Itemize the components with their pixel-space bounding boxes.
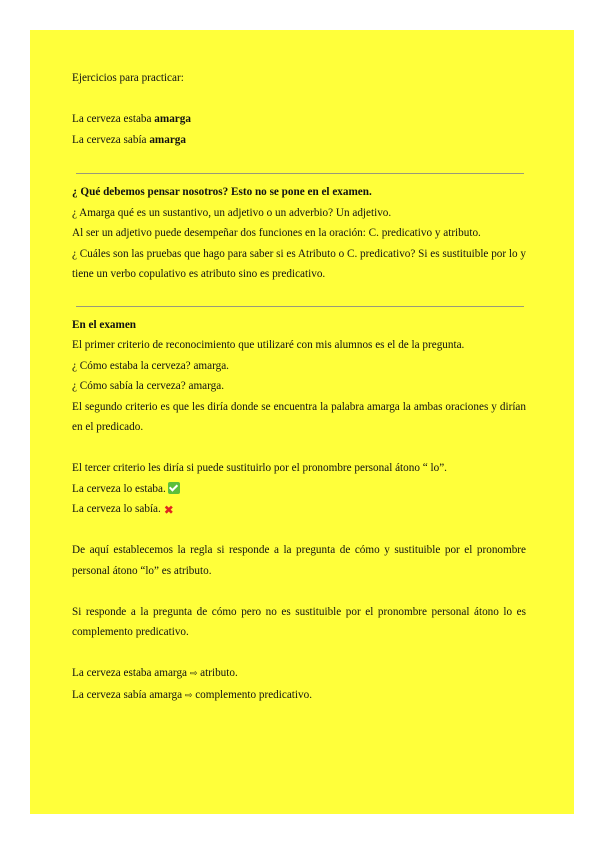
conclusion-line-1: La cerveza estaba amarga ⇨ atributo. [72,667,238,679]
section-heading-exam: En el examen [72,318,137,331]
substitution-example-1: La cerveza lo estaba. [72,479,526,500]
rule-paragraph-attribute: De aquí establecemos la regla si responde a la pregunta de cómo y sustituible por el pronombre personal átono “lo” es atributo. [72,544,526,577]
exam-question-1: ¿ Cómo estaba la cerveza? amarga. [72,359,229,372]
reflection-line-1: ¿ Amarga qué es un sustantivo, un adjetivo o un adverbio? Un adjetivo. [72,206,392,219]
example-sentence-1: La cerveza estaba amarga [72,113,191,125]
conclusion-line-2: La cerveza sabía amarga ⇨ complemento predicativo. [72,688,312,701]
exercises-title: Ejercicios para practicar: [72,72,184,84]
highlighted-word: amarga [154,113,191,125]
arrow-right-icon: ⇨ [189,669,198,679]
exam-question-2: ¿ Cómo sabía la cerveza? amarga. [72,380,224,392]
arrow-right-icon: ⇨ [184,690,193,701]
highlighted-word: amarga [149,133,186,146]
check-icon [168,482,180,494]
example-sentence-2: La cerveza sabía amarga [72,133,186,146]
document-page [30,30,574,814]
cross-icon: ✖ [163,503,174,517]
exam-criterion-3: El tercer criterio les diría si puede sustituirlo por el pronombre personal átono “ lo”. [72,462,447,474]
exam-criterion-2: El segundo criterio es que les diría donde se encuentra la palabra amarga la ambas oraciones y dirían en el predicado. [72,400,526,433]
section-heading-reflection: ¿ Qué debemos pensar nosotros? Esto no se pone en el examen. [72,186,372,198]
substitution-example-2: La cerveza lo sabía. ✖ [72,503,174,517]
exam-criterion-1: El primer criterio de reconocimiento que utilizaré con mis alumnos es el de la pregunta. [72,339,465,351]
reflection-paragraph: ¿ Cuáles son las pruebas que hago para saber si es Atributo o C. predicativo? Si es sustituible por lo y tiene un verbo copulativo es atributo sino es predicativo. [72,247,526,280]
document-body [72,68,526,706]
rule-paragraph-predicative: Si responde a la pregunta de cómo pero no es sustituible por el pronombre personal átono lo es complemento predicativo. [72,605,526,638]
reflection-line-2: Al ser un adjetivo puede desempeñar dos funciones en la oración: C. predicativo y atributo. [72,227,481,239]
